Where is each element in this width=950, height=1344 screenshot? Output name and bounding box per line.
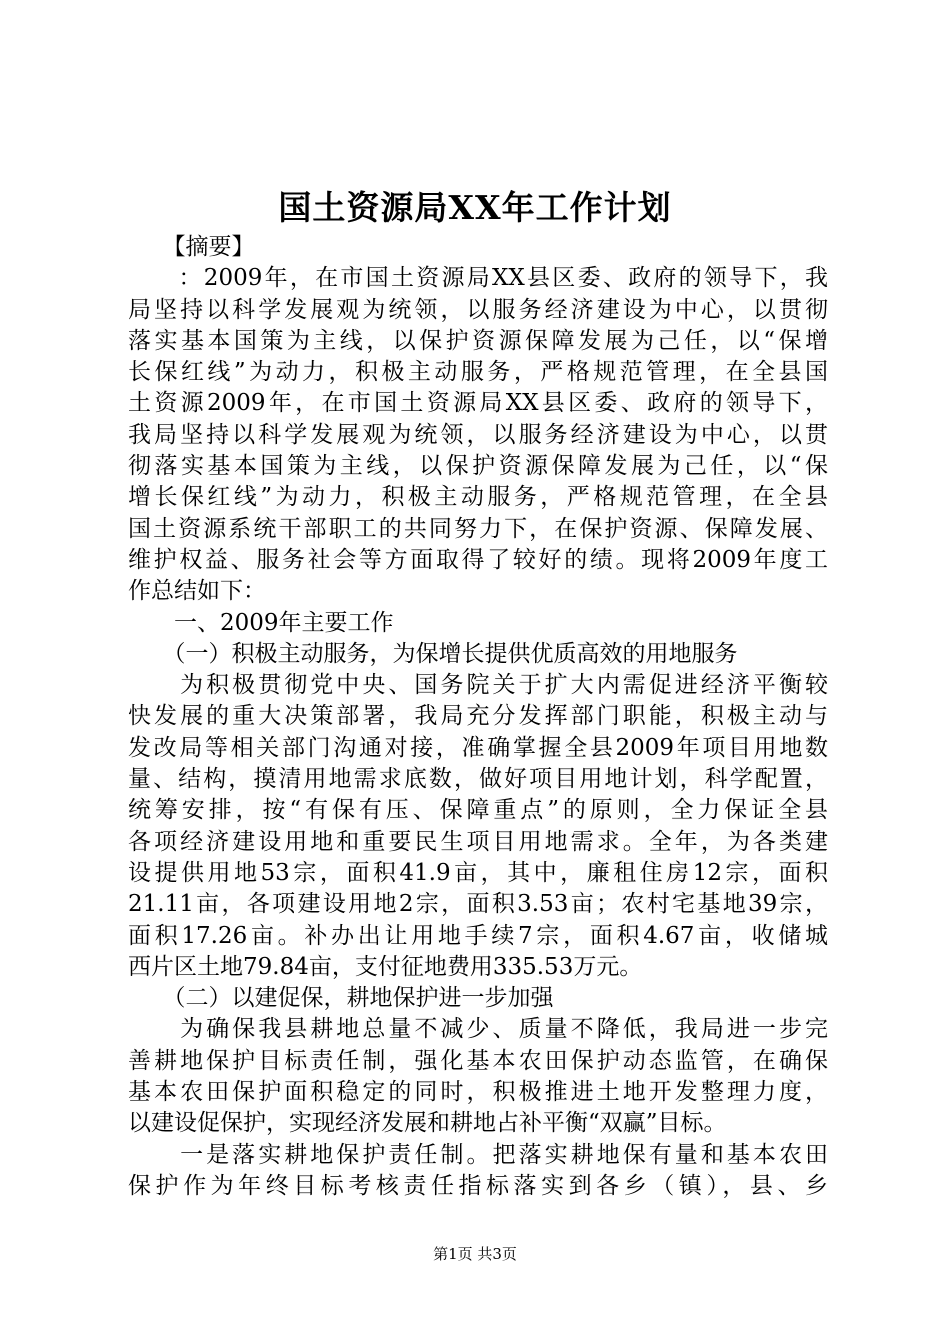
text-line: 落实基本国策为主线，以保护资源保障发展为己任，以“保增	[128, 327, 828, 354]
text-line: 各项经济建设用地和重要民生项目用地需求。全年，为各类建	[128, 828, 828, 855]
text-line: 作总结如下：	[128, 578, 266, 605]
text-line: 面积17.26亩。补办出让用地手续7宗，面积4.67亩，收储城	[128, 922, 828, 949]
text-line: ：2009年，在市国土资源局XX县区委、政府的领导下，我	[128, 265, 828, 292]
text-line: 土资源2009年，在市国土资源局XX县区委、政府的领导下，	[128, 390, 828, 417]
text-line: 善耕地保护目标责任制，强化基本农田保护动态监管，在确保	[128, 1047, 828, 1074]
document-title: 国土资源局XX年工作计划	[278, 188, 672, 227]
text-line: 基本农田保护面积稳定的同时，积极推进土地开发整理力度，	[128, 1079, 828, 1106]
text-line: 快发展的重大决策部署，我局充分发挥部门职能，积极主动与	[128, 703, 828, 730]
text-line: 一、2009年主要工作	[128, 609, 394, 636]
text-line: 局坚持以科学发展观为统领，以服务经济建设为中心，以贯彻	[128, 296, 828, 323]
text-line: 为确保我县耕地总量不减少、质量不降低，我局进一步完	[128, 1016, 828, 1043]
text-line: 量、结构，摸清用地需求底数，做好项目用地计划，科学配置，	[128, 766, 828, 793]
text-line: 西片区土地79.84亩，支付征地费用335.53万元。	[128, 953, 643, 980]
text-line: （二）以建促保，耕地保护进一步加强	[128, 985, 554, 1012]
document-body	[128, 232, 828, 1202]
text-line: 彻落实基本国策为主线，以保护资源保障发展为己任，以“保	[128, 453, 828, 480]
page-footer: 第1页 共3页	[433, 1245, 517, 1263]
text-line: 维护权益、服务社会等方面取得了较好的绩。现将2009年度工	[128, 546, 828, 573]
text-line: 增长保红线”为动力，积极主动服务，严格规范管理，在全县	[128, 484, 828, 511]
text-line: 发改局等相关部门沟通对接，准确掌握全县2009年项目用地数	[128, 734, 828, 761]
text-line: 长保红线”为动力，积极主动服务，严格规范管理，在全县国	[128, 359, 828, 386]
text-line: 21.11亩，各项建设用地2宗，面积3.53亩；农村宅基地39宗，	[128, 891, 828, 918]
text-line: 国土资源系统干部职工的共同努力下，在保护资源、保障发展、	[128, 515, 828, 542]
text-line: 【摘要】	[128, 234, 255, 260]
text-line: 保护作为年终目标考核责任指标落实到各乡（镇），县、乡	[128, 1172, 828, 1199]
text-line: 统筹安排，按“有保有压、保障重点”的原则，全力保证全县	[128, 797, 828, 824]
text-line: 设提供用地53宗，面积41.9亩，其中，廉租住房12宗，面积	[128, 859, 828, 886]
text-line: 我局坚持以科学发展观为统领，以服务经济建设为中心，以贯	[128, 421, 828, 448]
text-line: （一）积极主动服务，为保增长提供优质高效的用地服务	[128, 640, 738, 667]
text-line: 一是落实耕地保护责任制。把落实耕地保有量和基本农田	[128, 1141, 828, 1168]
text-line: 为积极贯彻党中央、国务院关于扩大内需促进经济平衡较	[128, 672, 828, 699]
text-line: 以建设促保护，实现经济发展和耕地占补平衡“双赢”目标。	[128, 1110, 727, 1137]
